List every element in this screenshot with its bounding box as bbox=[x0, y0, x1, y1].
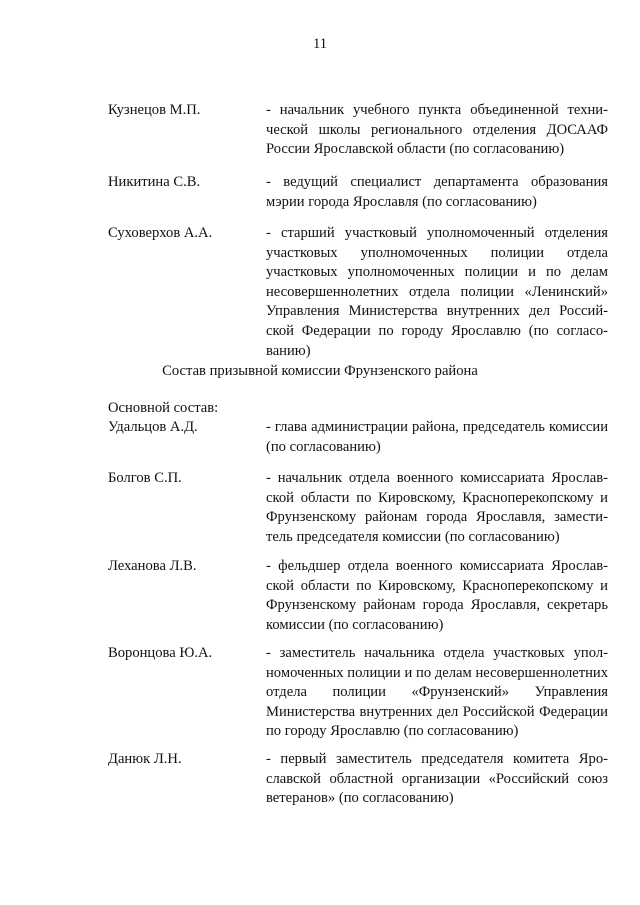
member-name: Данюк Л.Н. bbox=[108, 751, 182, 767]
member-role: - ведущий специалист департамента образования мэрии города Ярославля (по согласованию) bbox=[266, 174, 608, 210]
member-name: Леханова Л.В. bbox=[108, 558, 197, 574]
member-name: Кузнецов М.П. bbox=[108, 102, 201, 118]
page-number: 11 bbox=[312, 36, 328, 52]
member-role: - фельдшер отдела военного комиссариата Ярославской области по Кировскому, Красноперекопскому и Фрунзенскому районам города Ярославля, секретарь комиссии (по согласованию) bbox=[266, 558, 608, 633]
member-role: - глава администрации района, председатель комиссии (по согласованию) bbox=[266, 419, 608, 455]
member-role: - первый заместитель председателя комитета Ярославской областной организации «Российский союз ветеранов» (по согласованию) bbox=[266, 751, 608, 807]
member-name: Удальцов А.Д. bbox=[108, 419, 198, 435]
member-name: Суховерхов А.А. bbox=[108, 225, 213, 241]
section-title: Состав призывной комиссии Фрунзенского района bbox=[162, 363, 478, 379]
subsection-label: Основной состав: bbox=[108, 400, 219, 416]
member-name: Никитина С.В. bbox=[108, 174, 201, 190]
member-role: - заместитель начальника отдела участковых уполномоченных полиции и по делам несовершеннолетних отдела полиции «Фрунзенский» Управления Министерства внутренних дел Российской Федерации по городу Ярославлю (по согласованию) bbox=[266, 645, 608, 740]
member-name: Воронцова Ю.А. bbox=[108, 645, 213, 661]
member-role: - начальник отдела военного комиссариата Ярославской области по Кировскому, Красноперекопскому и Фрунзенскому районам города Ярославля, заместитель председателя комиссии (по согласованию) bbox=[266, 470, 608, 545]
member-name: Болгов С.П. bbox=[108, 470, 182, 486]
member-role: - старший участковый уполномоченный отделения участковых уполномоченных полиции отдела участковых уполномоченных полиции и по делам несовершеннолетних отдела полиции «Ленинский» Управления Министерства внутренних дел Российской Федерации по городу Ярославлю (по согласованию) bbox=[266, 225, 608, 359]
member-role: - начальник учебного пункта объединенной технической школы регионального отделения ДОСААФ России Ярославской области (по согласованию) bbox=[266, 102, 608, 158]
